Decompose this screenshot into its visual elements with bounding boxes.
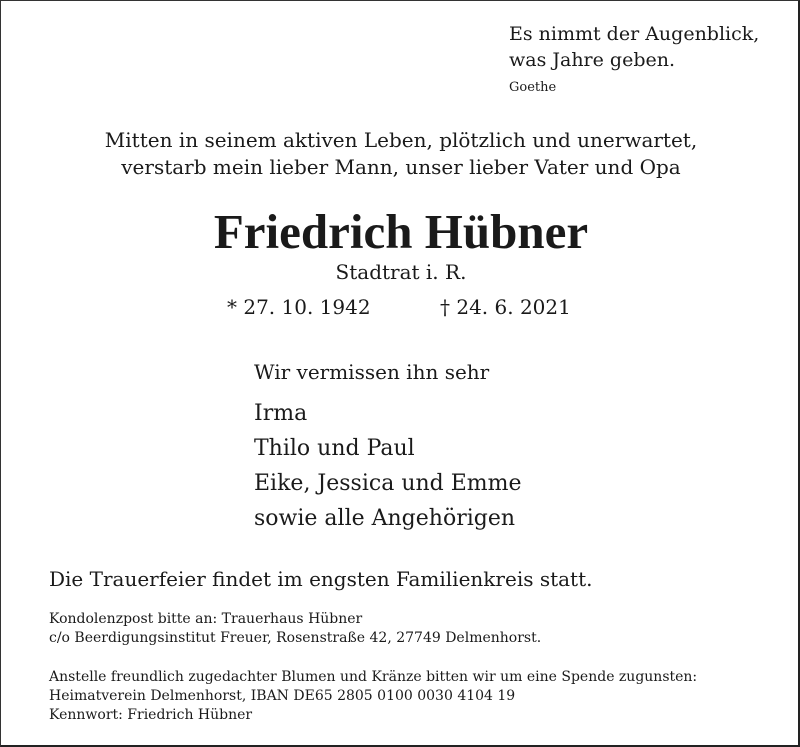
mourners-list — [254, 396, 522, 536]
quote-block — [509, 21, 789, 97]
quote-author: Goethe — [509, 80, 557, 95]
donation-line: Heimatverein Delmenhorst, IBAN DE65 2805 0100 0030 4104 19 — [49, 688, 516, 704]
mourner-name: Irma — [254, 401, 308, 426]
condolence-line: c/o Beerdigungsinstitut Freuer, Rosenstraße 42, 27749 Delmenhorst. — [49, 630, 542, 646]
quote-line: Es nimmt der Augenblick, — [509, 23, 760, 45]
donation-notice — [49, 668, 697, 725]
deceased-name: Friedrich Hübner — [213, 204, 589, 259]
mourner-name: sowie alle Angehörigen — [254, 506, 516, 531]
intro-text — [1, 127, 800, 181]
mourners-heading: Wir vermissen ihn sehr — [254, 360, 490, 384]
mourner-name: Eike, Jessica und Emme — [254, 471, 522, 496]
intro-line: verstarb mein lieber Mann, unser lieber Vater und Opa — [121, 155, 681, 179]
intro-line: Mitten in seinem aktiven Leben, plötzlich und unerwartet, — [104, 128, 698, 152]
birth-date: * 27. 10. 1942 — [227, 295, 371, 319]
donation-line: Kennwort: Friedrich Hübner — [49, 707, 253, 723]
condolence-line: Kondolenzpost bitte an: Trauerhaus Hübner — [49, 611, 363, 627]
donation-line: Anstelle freundlich zugedachter Blumen und Kränze bitten wir um eine Spende zugunsten: — [49, 669, 698, 685]
deceased-title: Stadtrat i. R. — [335, 260, 467, 284]
death-date: † 24. 6. 2021 — [440, 295, 571, 319]
condolence-address — [49, 610, 541, 648]
quote-line: was Jahre geben. — [509, 49, 676, 71]
mourner-name: Thilo und Paul — [254, 436, 415, 461]
ceremony-notice: Die Trauerfeier findet im engsten Familienkreis statt. — [49, 567, 593, 591]
